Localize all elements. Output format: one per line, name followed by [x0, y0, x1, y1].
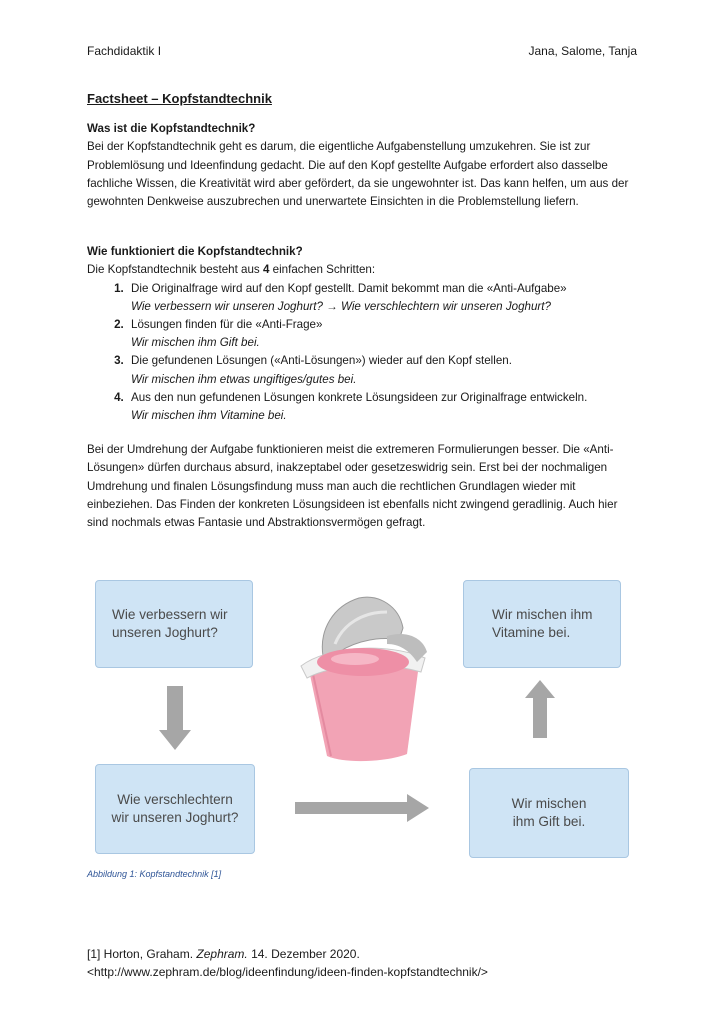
- step-item: 2. Lösungen finden für die «Anti-Frage» Wir mischen ihm Gift bei.: [127, 316, 639, 352]
- step-item: 4. Aus den nun gefundenen Lösungen konkrete Lösungsideen zur Originalfrage entwickeln. Wir mischen ihm Vitamine bei.: [127, 389, 639, 425]
- section-paragraph-notes: Bei der Umdrehung der Aufgabe funktionieren meist die extremeren Formulierungen besser. Die «Anti-Lösungen» dürfen durchaus absurd, inakzeptabel oder gesetzeswidrig sein. Erst bei der nochmaligen Umdrehung und finalen Lösungsfindung muss man auch die rechtlichen Grundlagen wieder mit einbeziehen. Das Finden der konkreten Lösungsideen ist ebenfalls nicht zwingend geradlinig. Auch hier sind nochmals etwas Fantasie und Abstraktionsvermögen gefragt.: [87, 443, 618, 530]
- footnote-url[interactable]: <http://www.zephram.de/blog/ideenfindung/ideen-finden-kopfstandtechnik/>: [87, 965, 488, 979]
- section-text-what: Bei der Kopfstandtechnik geht es darum, die eigentliche Aufgabenstellung umzukehren. Sie ist zur Problemlösung und Ideenfindung gedacht. Die auf den Kopf gestellte Aufgabe erfordert also dasselbe fachliche Wissen, die Kreativität wird aber gefördert, da sie ungewohnter ist. Das kann helfen, um aus der gewohnten Denkweise auszubrechen und unerwartete Einsichten in die Problemstellung liefern.: [87, 140, 629, 209]
- yogurt-cup-icon: [301, 597, 427, 761]
- step-item: 3. Die gefundenen Lösungen («Anti-Lösungen») wieder auf den Kopf stellen. Wir mischen ihm etwas ungiftiges/gutes bei.: [127, 352, 639, 388]
- footnote-journal: Zephram.: [196, 947, 248, 961]
- header-course: Fachdidaktik I: [87, 44, 162, 58]
- step-example: Wir mischen ihm etwas ungiftiges/gutes bei.: [131, 372, 357, 386]
- step-example: Wir mischen ihm Vitamine bei.: [131, 409, 287, 423]
- steps-intro: Die Kopfstandtechnik besteht aus 4 einfachen Schritten:: [87, 263, 376, 277]
- box-original-question: Wie verbessern wir unseren Joghurt?: [95, 580, 253, 668]
- footnote-reference: [1] Horton, Graham. Zephram. 14. Dezember 2020. <http://www.zephram.de/blog/ideenfindung/ideen-finden-kopfstandtechnik/>: [87, 947, 488, 979]
- steps-count: 4: [262, 263, 270, 277]
- step-example: Wir mischen ihm Gift bei.: [131, 336, 260, 350]
- box-final-solution: Wir mischen ihm Vitamine bei.: [463, 580, 621, 668]
- arrow-right-icon: [295, 794, 429, 822]
- figure-caption: Abbildung 1: Kopfstandtechnik [1]: [87, 869, 222, 879]
- section-heading-what: Was ist die Kopfstandtechnik?: [87, 122, 256, 136]
- content-body: [87, 90, 639, 532]
- arrow-up-icon: [525, 680, 555, 738]
- header-authors: Jana, Salome, Tanja: [528, 44, 637, 58]
- box-anti-question: Wie verschlechtern wir unseren Joghurt?: [95, 764, 255, 854]
- section-heading-how: Wie funktioniert die Kopfstandtechnik?: [87, 245, 303, 259]
- kopfstand-diagram: [87, 566, 639, 862]
- arrow-right-icon: →: [326, 299, 338, 313]
- box-anti-solution: Wir mischen ihm Gift bei.: [469, 768, 629, 858]
- arrow-down-icon: [159, 686, 191, 750]
- step-example: Wie verbessern wir unseren Joghurt? → Wie verschlechtern wir unseren Joghurt?: [131, 299, 551, 313]
- step-item: 1. Die Originalfrage wird auf den Kopf gestellt. Damit bekommt man die «Anti-Aufgabe» Wie verbessern wir unseren Joghurt? → Wie verschlechtern wir unseren Joghurt?: [127, 280, 639, 316]
- page-title: Factsheet – Kopfstandtechnik: [87, 91, 272, 106]
- steps-list: [87, 280, 639, 426]
